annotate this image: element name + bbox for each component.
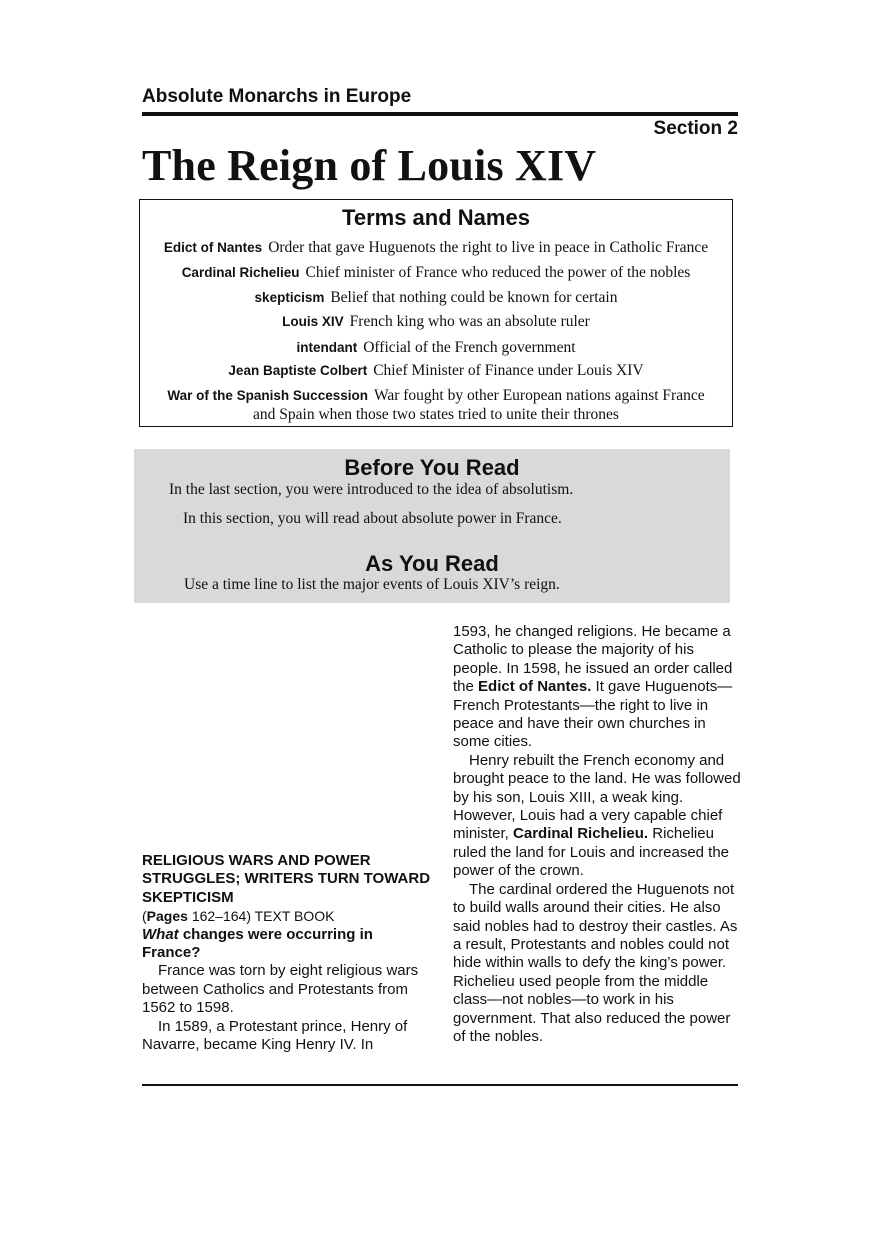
term-name: intendant xyxy=(296,340,358,355)
before-you-read-heading: Before You Read xyxy=(344,455,520,480)
paragraph xyxy=(453,752,743,881)
term-row xyxy=(140,238,732,257)
term-row xyxy=(140,386,732,405)
question-text: changes were occurring in France? xyxy=(142,925,373,962)
page-title: The Reign of Louis XIV xyxy=(142,141,597,190)
term-name: Cardinal Richelieu xyxy=(181,265,300,280)
term-definition: Official of the French government xyxy=(363,339,576,356)
term-definition: Chief Minister of Finance under Louis XIV xyxy=(373,362,644,379)
term-definition: War fought by other European nations against France xyxy=(373,387,705,404)
left-column xyxy=(142,852,432,1054)
key-term: Cardinal Richelieu. xyxy=(513,825,649,843)
term-name: skepticism xyxy=(254,290,325,305)
paragraph: In 1589, a Protestant prince, Henry of Navarre, became King Henry IV. In xyxy=(142,1017,408,1054)
right-column xyxy=(453,623,743,1046)
question-emphasis: What xyxy=(142,925,179,943)
terms-and-names-box xyxy=(139,199,733,427)
term-definition: French king who was an absolute ruler xyxy=(349,313,590,330)
term-row-continuation xyxy=(140,405,732,424)
term-row xyxy=(140,263,732,282)
term-definition: Chief minister of France who reduced the power of the nobles xyxy=(305,264,691,281)
header-rule xyxy=(142,112,738,116)
as-you-read-line1: Use a time line to list the major events of Louis XIV’s reign. xyxy=(184,576,560,593)
key-term: Edict of Nantes. xyxy=(478,678,592,696)
term-row xyxy=(140,288,732,307)
paragraph-text: It gave Huguenots—French Protestants—the right to live in peace and have their own churches in some cities. xyxy=(453,678,733,751)
term-row xyxy=(140,361,732,380)
paragraph-text: Henry rebuilt the French economy and brought peace to the land. He was followed by his son, Louis XIII, a weak king. However, Louis had a very capable chief minister, xyxy=(453,751,741,843)
pages-range: 162–164) TEXT BOOK xyxy=(191,908,335,925)
terms-heading: Terms and Names xyxy=(342,205,530,230)
paragraph xyxy=(453,623,743,752)
term-name: Jean Baptiste Colbert xyxy=(228,363,368,378)
guiding-question xyxy=(142,926,432,963)
paragraph: France was torn by eight religious wars between Catholics and Protestants from 1562 to 1598. xyxy=(142,962,419,1017)
section-label: Section 2 xyxy=(653,118,738,139)
chapter-title: Absolute Monarchs in Europe xyxy=(142,86,412,107)
pages-label: Pages xyxy=(146,908,188,925)
before-you-read-line2: In this section, you will read about absolute power in France. xyxy=(183,510,562,527)
term-name: War of the Spanish Succession xyxy=(167,388,368,403)
term-definition: Belief that nothing could be known for certain xyxy=(330,289,618,306)
term-row xyxy=(140,338,732,357)
term-definition-continued: and Spain when those two states tried to unite their thrones xyxy=(253,406,619,423)
page-reference xyxy=(142,907,432,925)
term-name: Edict of Nantes xyxy=(163,240,263,255)
paragraph-text: Richelieu ruled the land for Louis and increased the power of the crown. xyxy=(453,825,730,880)
before-you-read-line1: In the last section, you were introduced to the idea of absolutism. xyxy=(169,481,574,498)
paragraph-text: 1593, he changed religions. He became a Catholic to please the majority of his people. In 1598, he issued an order called the xyxy=(453,623,733,696)
reading-guide-box xyxy=(134,449,730,603)
section-heading: RELIGIOUS WARS AND POWER STRUGGLES; WRITERS TURN TOWARD SKEPTICISM xyxy=(142,852,431,906)
term-definition: Order that gave Huguenots the right to live in peace in Catholic France xyxy=(268,239,709,256)
term-name: Louis XIV xyxy=(282,314,344,329)
footer-rule xyxy=(142,1084,738,1086)
term-row xyxy=(140,312,732,331)
as-you-read-heading: As You Read xyxy=(365,551,499,576)
paragraph: The cardinal ordered the Huguenots not to build walls around their cities. He also said nobles had to destroy their castles. As a result, Protestants and nobles could not hide within walls to defy the king’s power. Richelieu used people from the middle class—not nobles—to work in his government. That also reduced the power of the nobles. xyxy=(453,880,738,1045)
pages-open: ( xyxy=(142,908,147,925)
